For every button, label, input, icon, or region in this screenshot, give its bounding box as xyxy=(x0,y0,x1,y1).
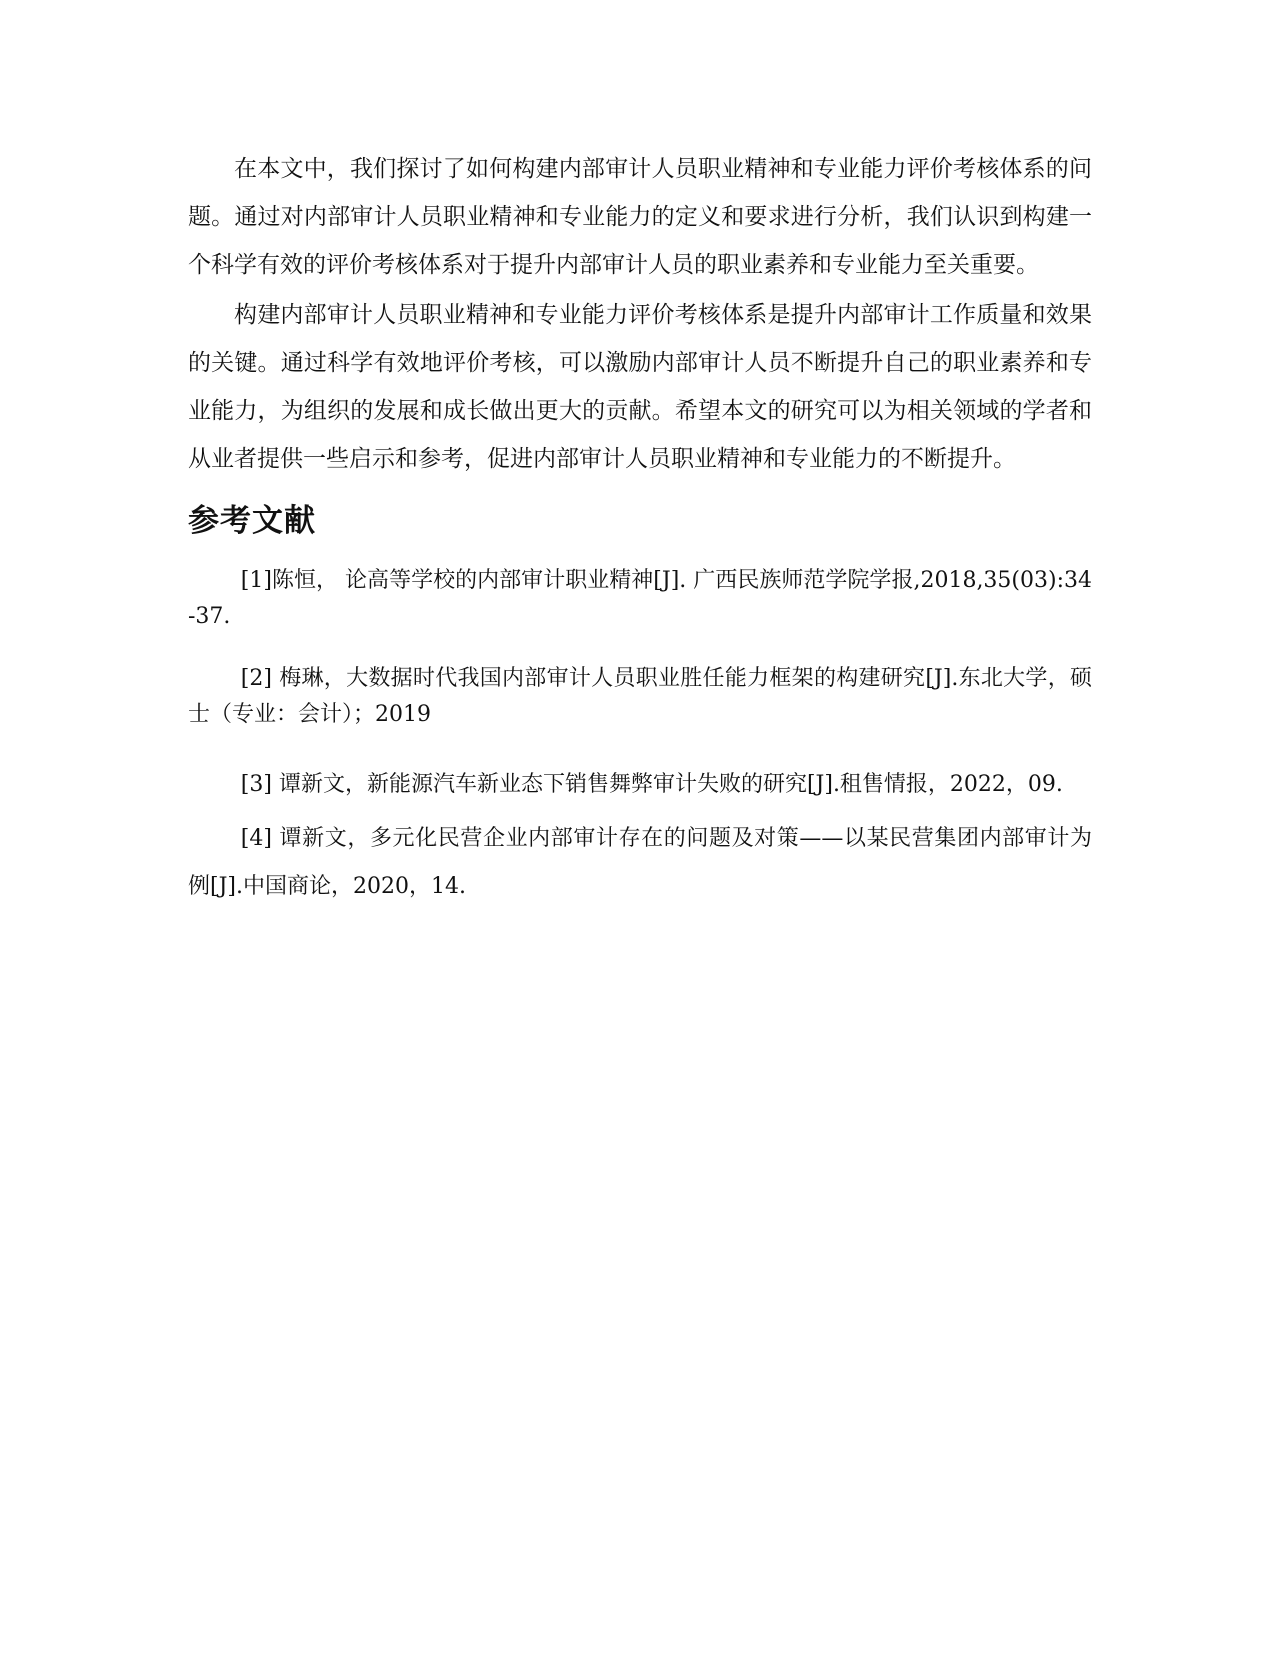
document-content xyxy=(188,145,1092,911)
references-heading: 参考文献 xyxy=(188,503,316,539)
body-paragraph-2: 构建内部审计人员职业精神和专业能力评价考核体系是提升内部审计工作质量和效果的关键。通过科学有效地评价考核，可以激励内部审计人员不断提升自己的职业素养和专业能力，为组织的发展和成长做出更大的贡献。希望本文的研究可以为相关领域的学者和从业者提供一些启示和参考，促进内部审计人员职业精神和专业能力的不断提升。 xyxy=(188,302,1092,472)
reference-item-4: [4] 谭新文，多元化民营企业内部审计存在的问题及对策——以某民营集团内部审计为例[J].中国商论，2020，14. xyxy=(188,826,1092,899)
reference-item-1: [1]陈恒， 论高等学校的内部审计职业精神[J]. 广西民族师范学院学报,2018,35(03):34-37. xyxy=(188,568,1092,629)
reference-item-3: [3] 谭新文，新能源汽车新业态下销售舞弊审计失败的研究[J].租售情报，2022，09. xyxy=(240,772,1063,797)
references-list xyxy=(188,563,1092,911)
body-paragraph-1: 在本文中，我们探讨了如何构建内部审计人员职业精神和专业能力评价考核体系的问题。通过对内部审计人员职业精神和专业能力的定义和要求进行分析，我们认识到构建一个科学有效的评价考核体系对于提升内部审计人员的职业素养和专业能力至关重要。 xyxy=(188,156,1092,278)
reference-item-2: [2] 梅琳，大数据时代我国内部审计人员职业胜任能力框架的构建研究[J].东北大学，硕士（专业：会计）；2019 xyxy=(188,666,1092,727)
